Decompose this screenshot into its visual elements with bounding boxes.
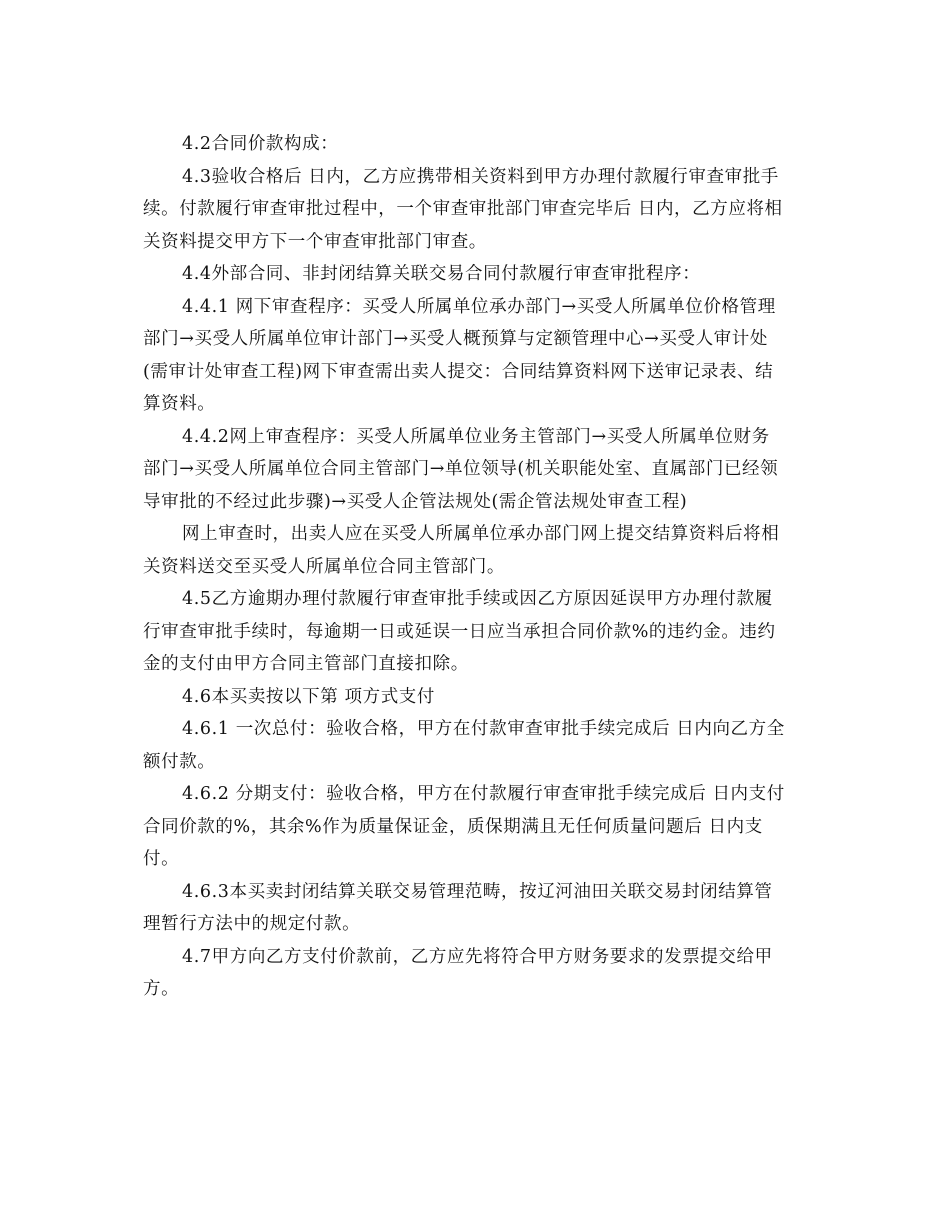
paragraph-p463 <box>143 876 807 941</box>
paragraph-line: 网上审查时，出卖人应在买受人所属单位承办部门网上提交结算资料后将相 <box>182 524 780 544</box>
paragraph-line: (需审计处审查工程)网下审查需出卖人提交：合同结算资料网下送审记录表、结 <box>143 361 774 382</box>
paragraph-p47 <box>143 941 807 1006</box>
paragraph-line: 4.6.3本买卖封闭结算关联交易管理范畴，按辽河油田关联交易封闭结算管 <box>182 881 773 902</box>
paragraph-p46 <box>143 681 807 714</box>
paragraph-line: 算资料。 <box>143 394 216 414</box>
paragraph-line: 4.5乙方逾期办理付款履行审查审批手续或因乙方原因延误甲方办理付款履 <box>182 589 773 609</box>
paragraph-line: 行审查审批手续时，每逾期一日或延误一日应当承担合同价款%的违约金。违约 <box>143 621 776 642</box>
paragraph-p44 <box>143 258 807 291</box>
paragraph-line: 4.6本买卖按以下第 项方式支付 <box>182 686 435 707</box>
paragraph-line: 部门→买受人所属单位审计部门→买受人概预算与定额管理中心→买受人审计处 <box>143 329 768 349</box>
paragraph-line: 4.6.1 一次总付：验收合格，甲方在付款审查审批手续完成后 日内向乙方全 <box>182 719 785 739</box>
paragraph-line: 续。付款履行审查审批过程中，一个审查审批部门审查完毕后 日内，乙方应将相 <box>143 199 783 219</box>
paragraph-p42 <box>143 128 807 161</box>
paragraph-line: 导审批的不经过此步骤)→买受人企管法规处(需企管法规处审查工程) <box>143 491 688 512</box>
paragraph-p43 <box>143 161 807 259</box>
paragraph-line: 4.4外部合同、非封闭结算关联交易合同付款履行审查审批程序： <box>182 264 701 284</box>
paragraph-p442b <box>143 518 807 583</box>
paragraph-line: 关资料提交甲方下一个审查审批部门审查。 <box>143 231 487 252</box>
paragraph-line: 4.4.2网上审查程序：买受人所属单位业务主管部门→买受人所属单位财务 <box>182 426 770 447</box>
paragraph-line: 关资料送交至买受人所属单位合同主管部门。 <box>143 556 505 577</box>
paragraph-p461 <box>143 713 807 778</box>
paragraph-line: 4.6.2 分期支付：验收合格，甲方在付款履行审查审批手续完成后 日内支付 <box>182 784 785 804</box>
paragraph-line: 理暂行方法中的规定付款。 <box>143 914 361 934</box>
document-body <box>143 128 807 1006</box>
paragraph-line: 金的支付由甲方合同主管部门直接扣除。 <box>143 654 469 674</box>
paragraph-line: 额付款。 <box>143 751 216 772</box>
paragraph-line: 4.2合同价款构成： <box>182 134 339 154</box>
paragraph-p441 <box>143 291 807 421</box>
paragraph-line: 4.3验收合格后 日内，乙方应携带相关资料到甲方办理付款履行审查审批手 <box>182 166 779 187</box>
paragraph-p45 <box>143 583 807 681</box>
paragraph-line: 4.4.1 网下审查程序：买受人所属单位承办部门→买受人所属单位价格管理 <box>182 296 776 317</box>
paragraph-line: 合同价款的%，其余%作为质量保证金，质保期满且无任何质量问题后 日内支 <box>143 816 763 837</box>
paragraph-line: 付。 <box>143 849 180 869</box>
paragraph-line: 4.7甲方向乙方支付价款前，乙方应先将符合甲方财务要求的发票提交给甲 <box>182 946 773 967</box>
paragraph-p462 <box>143 778 807 876</box>
paragraph-line: 部门→买受人所属单位合同主管部门→单位领导(机关职能处室、直属部门已经领 <box>143 459 779 479</box>
paragraph-p442 <box>143 421 807 519</box>
paragraph-line: 方。 <box>143 979 180 999</box>
